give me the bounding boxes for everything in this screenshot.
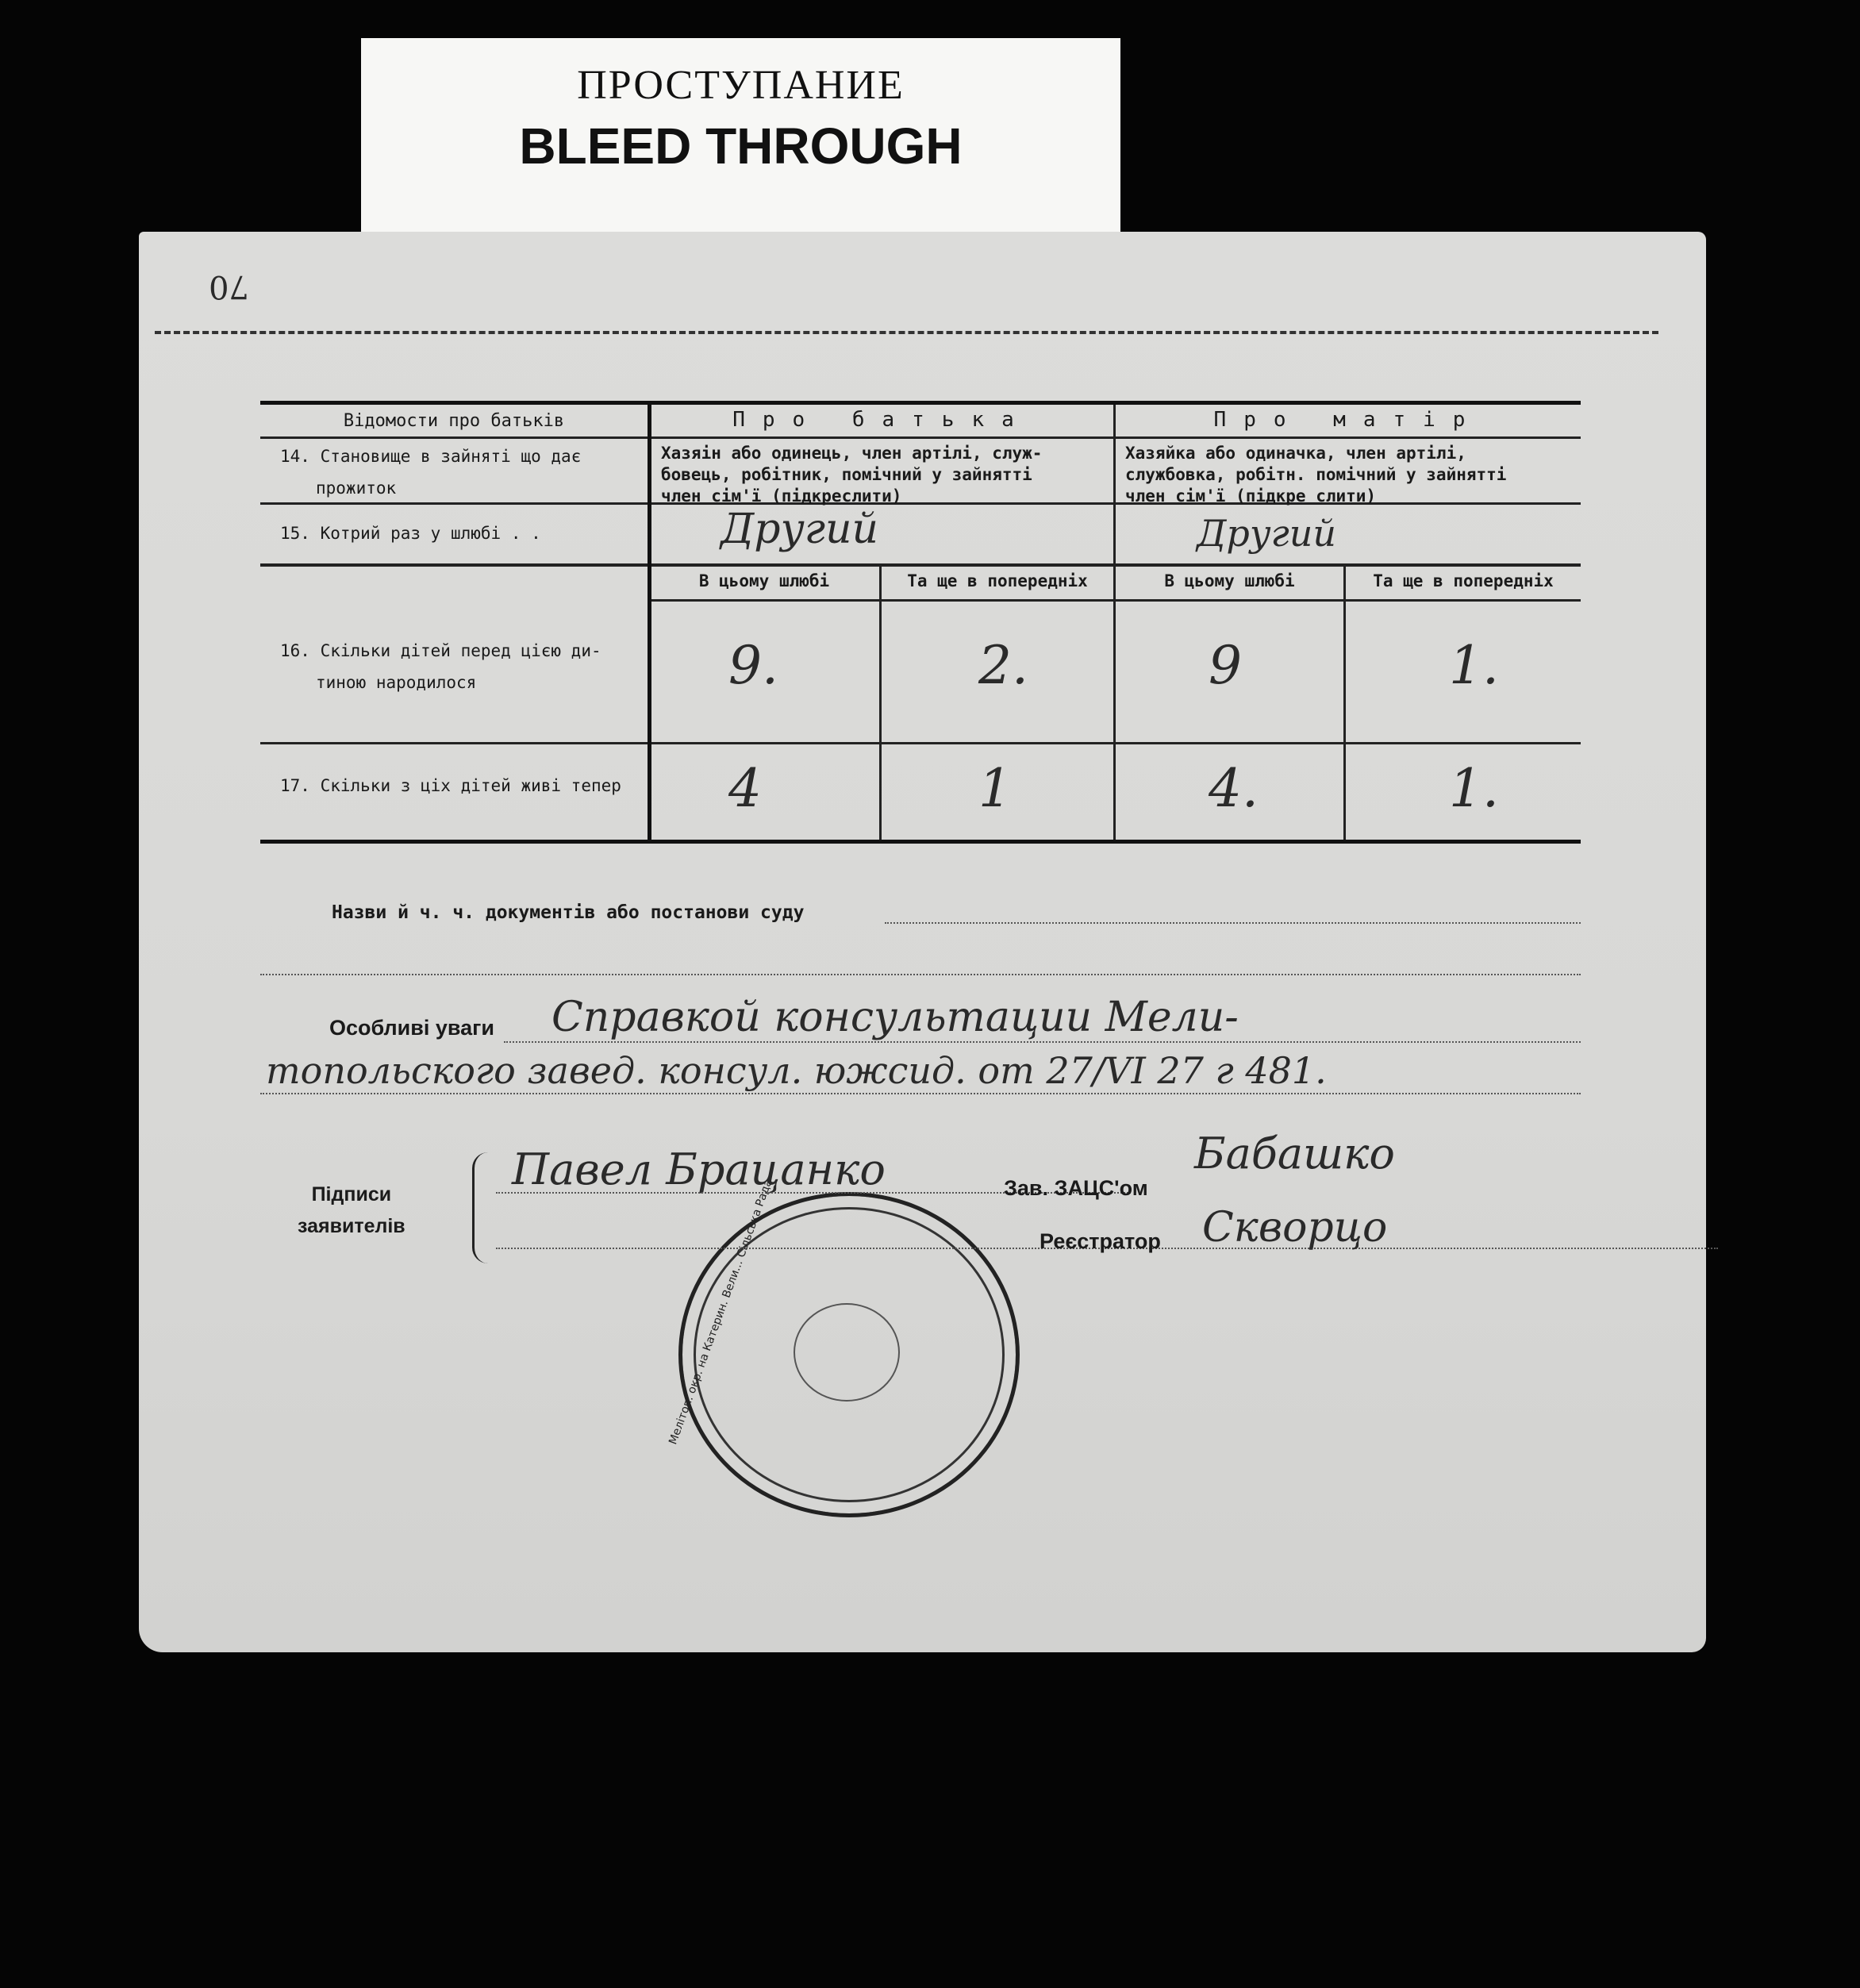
header-mother: Про матір bbox=[1213, 408, 1483, 432]
q17-father-this: 4 bbox=[728, 758, 762, 819]
q16-mother-prev: 1. bbox=[1449, 635, 1499, 696]
q14-mother-option-2: службовка, робітн. помічний у зайнятті bbox=[1125, 465, 1507, 484]
q14-mother-option-3: член сім'ї (підкре слити) bbox=[1125, 486, 1377, 506]
q16-father-prev: 2. bbox=[978, 635, 1028, 696]
q16-father-this: 9. bbox=[728, 635, 778, 696]
document-page bbox=[139, 232, 1706, 1652]
applicants-label-line-2: заявителів bbox=[298, 1215, 405, 1237]
subheader-mother-this: В цьому шлюбі bbox=[1164, 571, 1295, 590]
q17-number: 17. bbox=[280, 776, 310, 795]
seal-text: Мелітоп. окр. на Катерин. Вели... Сільська Рада bbox=[667, 1177, 775, 1447]
q15-father-value: Другий bbox=[721, 506, 878, 553]
documents-label: Назви й ч. ч. документів або постанови суду bbox=[332, 902, 805, 923]
documents-line-2 bbox=[260, 974, 1581, 975]
notes-rule-1 bbox=[504, 1041, 1581, 1043]
q17-mother-this: 4. bbox=[1209, 758, 1259, 819]
signatures-brace bbox=[472, 1152, 498, 1263]
documents-line bbox=[885, 922, 1581, 924]
page-number: 70 bbox=[209, 268, 249, 305]
q15-number: 15. bbox=[280, 524, 310, 543]
subheader-mother-prev: Та ще в попередніх bbox=[1373, 571, 1554, 590]
label-russian: ПРОСТУПАНИЕ bbox=[577, 63, 905, 108]
parents-table bbox=[260, 401, 1581, 844]
q17-label bbox=[280, 770, 621, 802]
registrar-signature: Скворцо bbox=[1202, 1204, 1388, 1252]
label-english: BLEED THROUGH bbox=[519, 117, 963, 175]
header-father: Про батька bbox=[732, 408, 1032, 432]
head-signature: Бабашко bbox=[1194, 1129, 1395, 1179]
notes-rule-2 bbox=[260, 1093, 1581, 1094]
header-parents: Відомости про батьків bbox=[343, 411, 565, 431]
q14-number: 14. bbox=[280, 447, 310, 466]
q15-mother-value: Другий bbox=[1197, 512, 1337, 555]
q16-text-1: Скільки дітей перед цією ди- bbox=[320, 641, 601, 660]
applicants-label bbox=[298, 1179, 405, 1242]
seal-emblem bbox=[794, 1303, 900, 1402]
subheader-father-this: В цьому шлюбі bbox=[698, 571, 830, 590]
q17-father-prev: 1 bbox=[978, 758, 1012, 819]
q14-father-options bbox=[661, 443, 1105, 507]
head-label: Зав. ЗАЦС'ом bbox=[1004, 1176, 1148, 1200]
subheader-father-prev: Та ще в попередніх bbox=[907, 571, 1088, 590]
q16-number: 16. bbox=[280, 641, 310, 660]
registrar-label: Реєстратор bbox=[1040, 1229, 1161, 1253]
q16-label bbox=[280, 635, 645, 698]
q16-text-2: тиною народилося bbox=[316, 673, 477, 692]
notes-line-2: топольского завед. консул. южсид. от 27/VI 27 г 481. bbox=[266, 1049, 1327, 1092]
q17-mother-prev: 1. bbox=[1449, 758, 1499, 819]
notes-label: Особливі уваги bbox=[329, 1016, 494, 1040]
q14-text-1: Становище в зайняті що дає bbox=[320, 447, 582, 466]
q16-mother-this: 9 bbox=[1209, 635, 1242, 696]
bleed-through-label bbox=[361, 38, 1120, 244]
q15-label: 15. Котрий раз у шлюбі . . bbox=[280, 524, 541, 543]
q14-father-option-3: член сім'ї (підкреслити) bbox=[661, 486, 902, 506]
q14-father-option-1: Хазяін або одинець, член артілі, служ- bbox=[661, 444, 1043, 463]
q14-mother-option-1: Хазяйка або одиначка, член артілі, bbox=[1125, 444, 1466, 463]
q14-text-2: прожиток bbox=[316, 479, 397, 498]
q15-text: Котрий раз у шлюбі bbox=[320, 524, 502, 543]
applicant-signature: Павел Брацанко bbox=[512, 1144, 886, 1194]
perforation-line bbox=[155, 331, 1658, 334]
applicants-label-line-1: Підписи bbox=[311, 1183, 392, 1205]
q14-label bbox=[280, 440, 645, 504]
official-seal bbox=[667, 1177, 1020, 1517]
q17-text: Скільки з ціх дітей живі тепер bbox=[320, 776, 621, 795]
notes-line-1: Справкой консультации Мели- bbox=[551, 994, 1239, 1041]
q14-father-option-2: бовець, робітник, помічний у зайнятті bbox=[661, 465, 1032, 484]
q14-mother-options bbox=[1125, 443, 1578, 507]
